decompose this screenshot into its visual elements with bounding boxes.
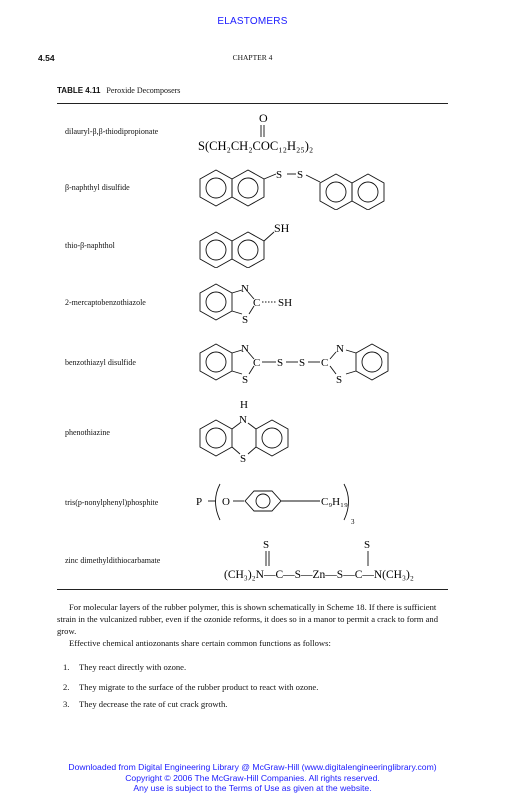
atom-label: S [336,374,343,386]
footer-terms-link[interactable]: Any use is subject to the Terms of Use as given at the website. [133,783,372,793]
atom-label: P [196,496,203,508]
footer-download-link[interactable]: Downloaded from Digital Engineering Library @ McGraw-Hill (www.digitalengineeringlibrary.com) [68,762,437,772]
atom-label: N [239,414,247,426]
atom-label: H [240,399,248,411]
row-label-naphthyl-disulfide: β-naphthyl disulfide [65,183,130,192]
paragraph: Effective chemical antiozonants share certain common functions as follows: [69,638,331,648]
structure-thio-naphthol [196,220,316,268]
structure-benzothiazyl-disulfide [196,338,406,386]
atom-label: SH [274,221,290,235]
atom-label: S [299,357,306,369]
atom-label: N [241,283,249,295]
atom-label: S [276,169,283,181]
atom-label: S [240,453,247,465]
subscript-label: 3 [351,518,355,526]
table-bottom-rule [57,589,448,590]
formula-text: S(CH₂CH₂COC₁₂H₂₅)₂ [198,139,314,153]
atom-label: SH [278,297,293,309]
atom-label: O [222,496,230,508]
list-item: 3. They decrease the rate of cut crack growth. [63,699,228,709]
table-top-rule [57,103,448,104]
atom-label: S [297,169,304,181]
running-header: ELASTOMERS [217,16,288,27]
atom-label: C [321,357,329,369]
table-title: Peroxide Decomposers [106,86,181,95]
structure-mercaptobenzothiazole [196,280,326,325]
row-label-zinc-dithiocarbamate: zinc dimethyldithiocarbamate [65,556,161,565]
row-label-nonylphenyl-phosphite: tris(p-nonylphenyl)phosphite [65,498,159,507]
footer [0,762,505,794]
body-text [57,601,450,649]
atom-label: O [259,111,268,125]
row-label-mercaptobenzothiazole: 2-mercaptobenzothiazole [65,298,146,307]
atom-label: C [253,357,261,369]
footer-copyright: Copyright © 2006 The McGraw-Hill Companies. All rights reserved. [125,772,380,783]
row-label-phenothiazine: phenothiazine [65,428,110,437]
structure-phenothiazine [196,396,306,468]
atom-label: N [336,343,344,355]
row-label-benzothiazyl-disulfide: benzothiazyl disulfide [65,358,136,367]
atom-label: C₉H₁₉ [321,496,348,508]
row-label-dilauryl: dilauryl-β,β-thiodipropionate [65,127,159,136]
atom-label: S [263,539,270,551]
atom-label: S [277,357,284,369]
table-caption [57,86,180,95]
list-item: 1. They react directly with ozone. [63,662,187,672]
structure-nonylphenyl-phosphite [196,478,366,526]
table-label: TABLE 4.11 [57,86,101,95]
row-label-thio-naphthol: thio-β-naphthol [65,241,115,250]
structure-naphthyl-disulfide [196,162,416,210]
atom-label: S [364,539,371,551]
paragraph: For molecular layers of the rubber polymer, this is shown schematically in Scheme 18. If there is sufficient strain in the vulcanized rubber, even if the ozonide reforms, it does so in a manor to permit a crack to form and grow. [57,602,438,636]
structure-dilauryl [196,110,396,155]
atom-label: C [253,297,261,309]
page-number: 4.54 [38,53,55,63]
formula-text: (CH₃)₂N—C—S—Zn—S—C—N(CH₃)₂ [224,569,414,581]
structure-zinc-dithiocarbamate [224,536,414,586]
atom-label: S [242,374,249,386]
chapter-label: CHAPTER 4 [232,53,273,62]
list-item: 2. They migrate to the surface of the rubber product to react with ozone. [63,682,319,692]
atom-label: N [241,343,249,355]
atom-label: S [242,314,249,325]
